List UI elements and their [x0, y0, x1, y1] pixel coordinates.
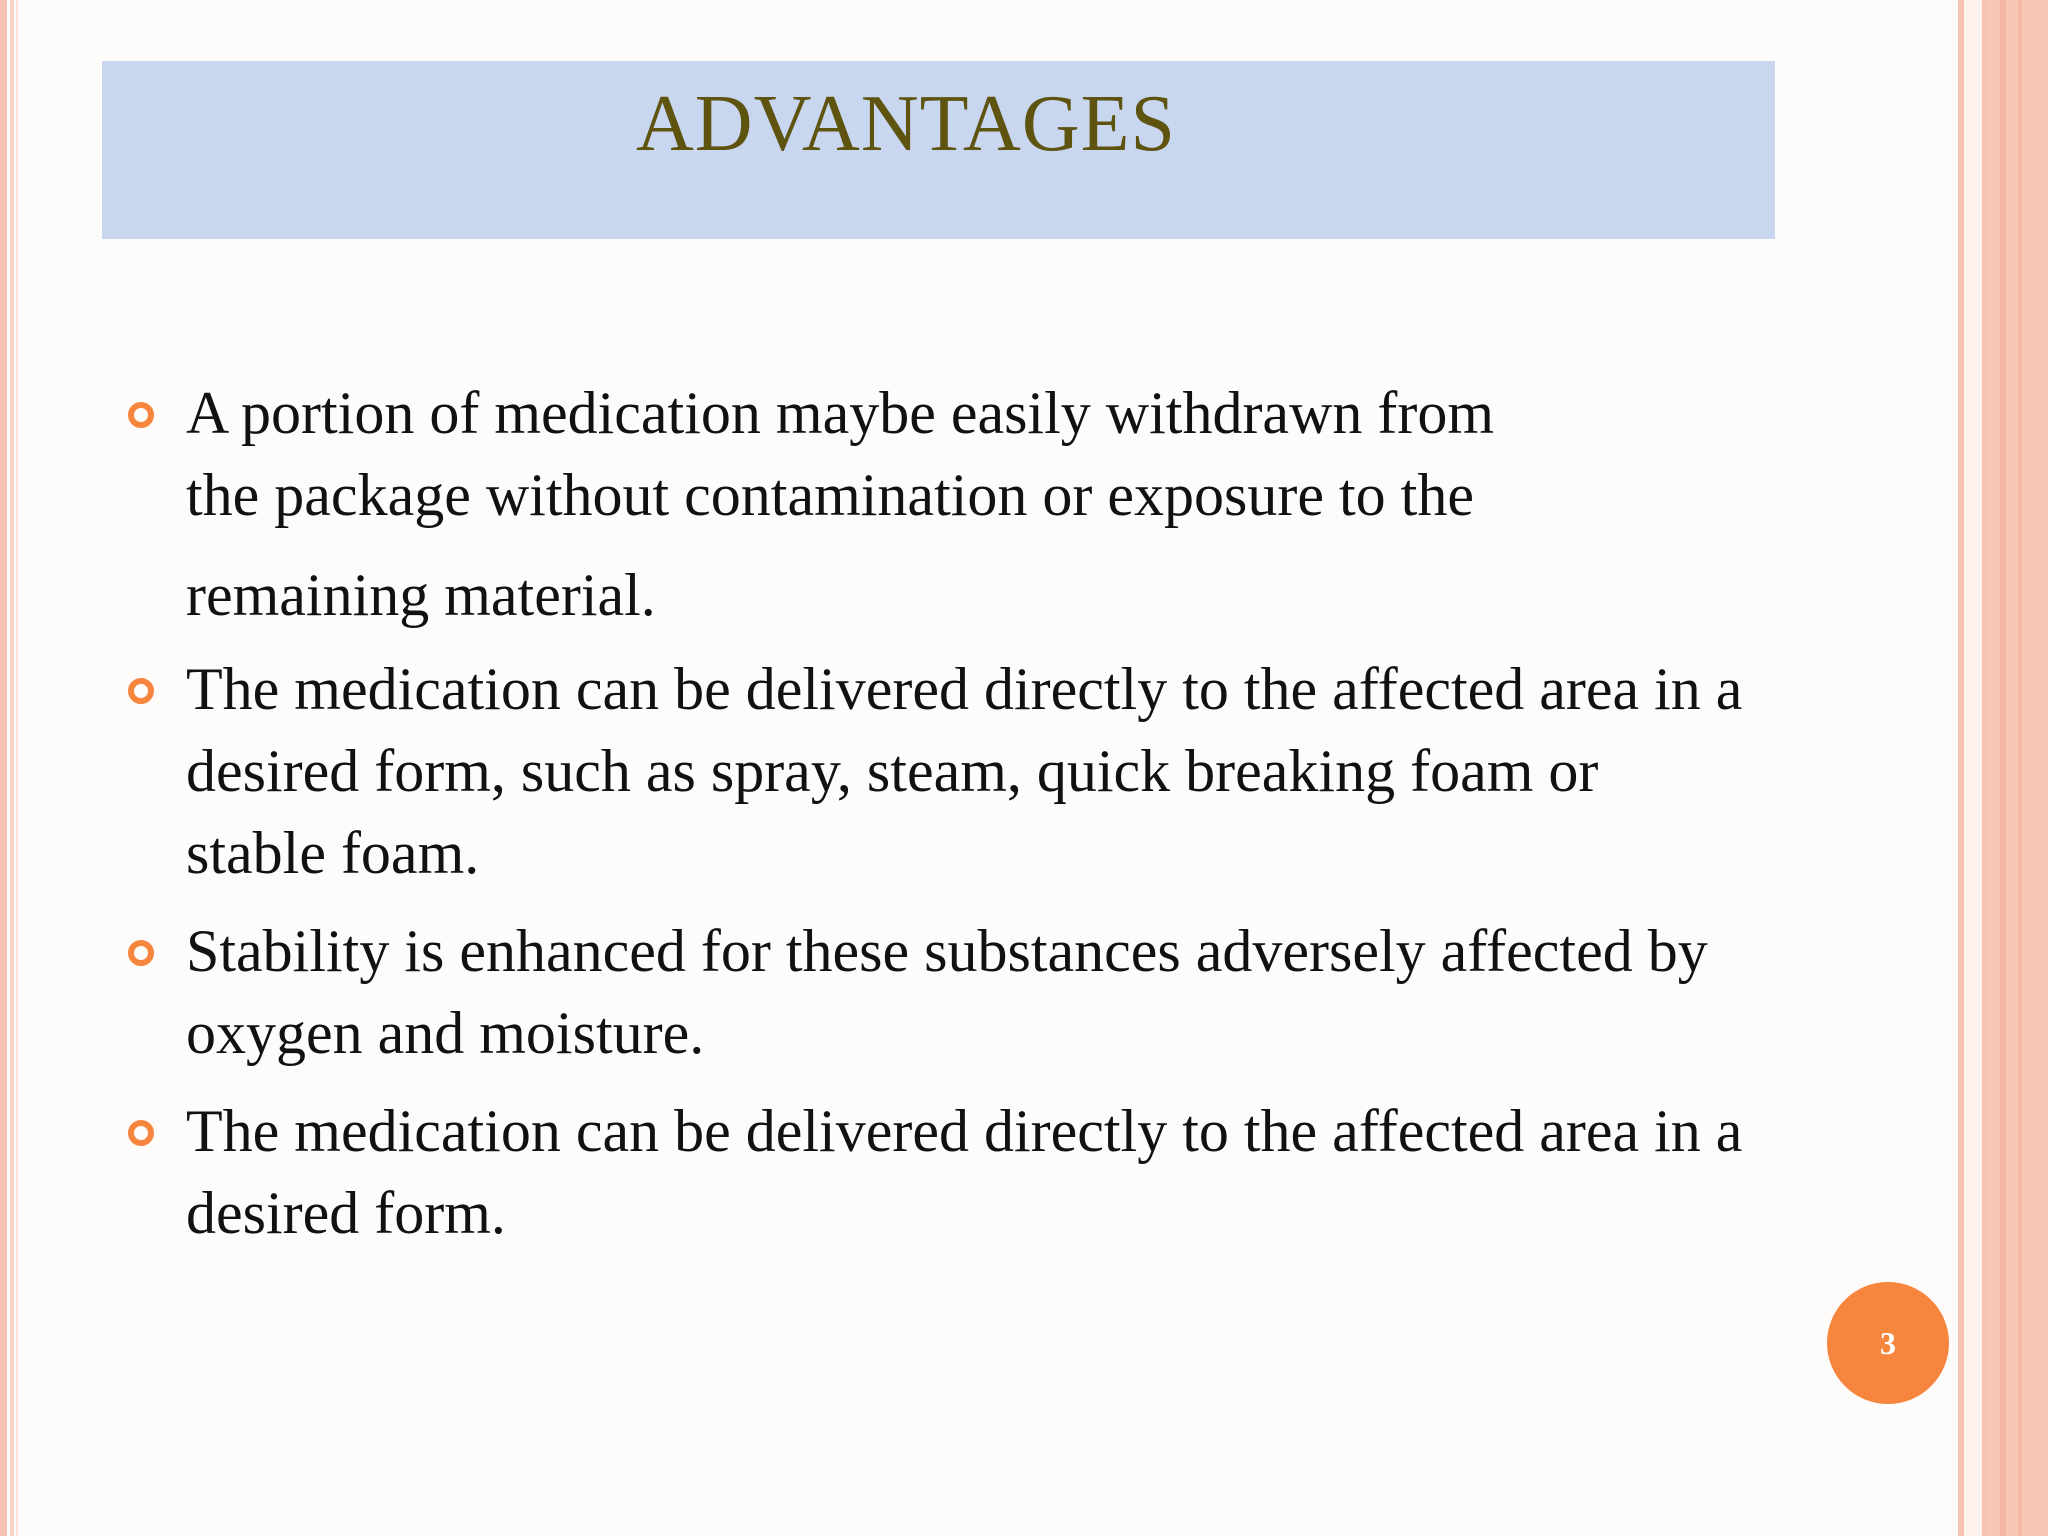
bullet-list [128, 372, 1748, 1254]
left-border-stripe [16, 0, 18, 1536]
bullet-text-line: the package without contamination or exposure to the [186, 462, 1474, 528]
bullet-icon [128, 940, 154, 966]
left-border-stripe [10, 0, 14, 1536]
page-number-badge: 3 [1827, 1282, 1949, 1404]
bullet-item [128, 910, 1748, 1074]
slide-title: ADVANTAGES [636, 80, 1176, 168]
right-border-stripe [2000, 0, 2006, 1536]
left-border-stripe [0, 0, 7, 1536]
bullet-icon [128, 402, 154, 428]
bullet-icon [128, 1120, 154, 1146]
bullet-item [128, 372, 1748, 636]
right-border-stripe [1964, 0, 1982, 1536]
bullet-text: Stability is enhanced for these substances adversely affected by oxygen and moisture. [186, 918, 1708, 1066]
bullet-text: The medication can be delivered directly to the affected area in a desired form, such as spray, steam, quick breaking foam or stable foam. [186, 656, 1743, 886]
bullet-item [128, 648, 1748, 894]
bullet-item [128, 1090, 1748, 1254]
bullet-text: The medication can be delivered directly to the affected area in a desired form. [186, 1098, 1743, 1246]
bullet-text-line: A portion of medication maybe easily withdrawn from [186, 380, 1495, 446]
bullet-text-line: remaining material. [186, 562, 656, 628]
bullet-icon [128, 678, 154, 704]
right-border-stripe [2018, 0, 2022, 1536]
